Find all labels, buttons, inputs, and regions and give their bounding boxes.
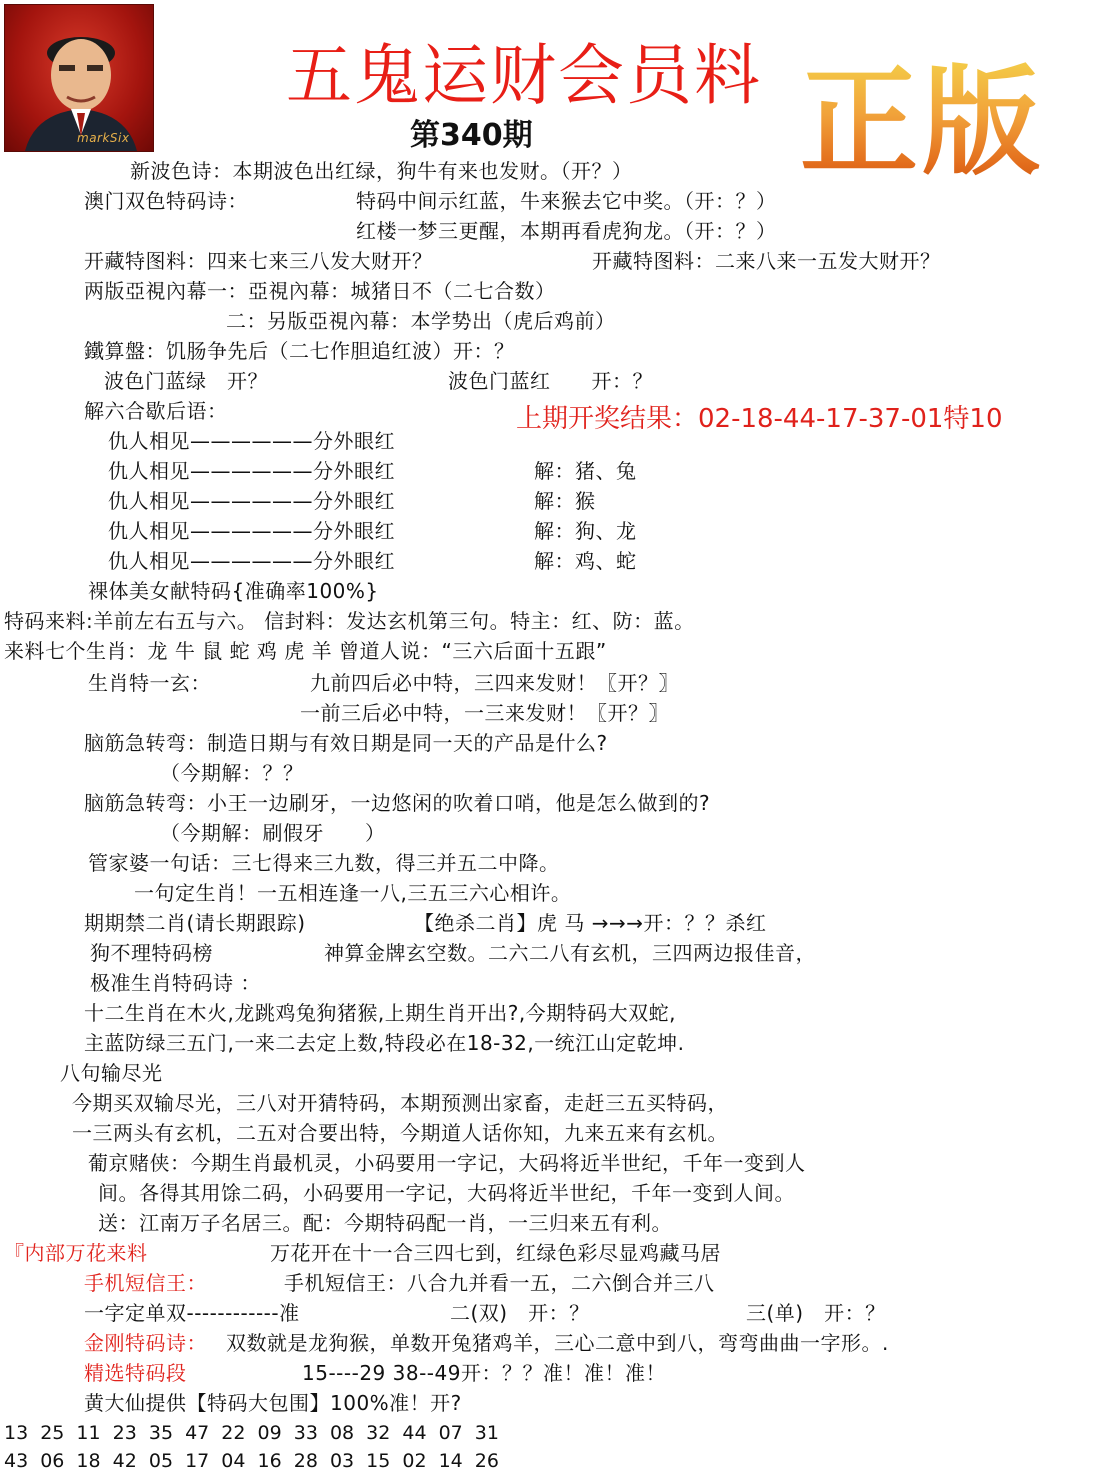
text-line: 解：狗、龙 <box>534 519 637 543</box>
text-line: 手机短信王： <box>84 1271 207 1295</box>
text-line: 开藏特图料：二来八来一五发大财开？ <box>592 249 941 273</box>
text-line: 九前四后必中特，三四来发财！〖开？〗 <box>310 671 679 695</box>
text-line: 15----29 38--49开：？？准！准！准！ <box>302 1361 666 1385</box>
text-line: 脑筋急转弯：小王一边刷牙，一边悠闲的吹着口哨，他是怎么做到的? <box>84 791 711 815</box>
text-line: 金刚特码诗： <box>84 1331 207 1355</box>
text-line: 二：另版亞視內幕：本学势出（虎后鸡前） <box>226 309 616 333</box>
text-line: 一句定生肖！一五相连逢一八,三五三六心相许。 <box>134 881 572 905</box>
text-line: 解：鸡、蛇 <box>534 549 637 573</box>
text-line: 双数就是龙狗猴，单数开兔猪鸡羊，三心二意中到八，弯弯曲曲一字形。. <box>226 1331 889 1355</box>
text-line: 波色门蓝红 开：？ <box>448 369 653 393</box>
text-line: 鐵算盤：饥肠争先后（二七作胆追红波）开：？ <box>84 339 515 363</box>
text-line: 管家婆一句话：三七得来三九数，得三并五二中降。 <box>88 851 560 875</box>
text-line: 八句输尽光 <box>60 1061 163 1085</box>
text-line: 脑筋急转弯：制造日期与有效日期是同一天的产品是什么? <box>84 731 608 755</box>
number-row-1: 13 25 11 23 35 47 22 09 33 08 32 44 07 31 <box>4 1422 499 1444</box>
text-line: 仇人相见——————分外眼红 <box>108 519 395 543</box>
text-line: 二(双) 开：？ <box>450 1301 590 1325</box>
text-line: 特码中间示红蓝，牛来猴去它中奖。（开：？） <box>356 189 777 213</box>
text-line: 解：猪、兔 <box>534 459 637 483</box>
text-line: 一前三后必中特，一三来发财！〖开？〗 <box>300 701 669 725</box>
text-line: 裸体美女献特码{准确率100%} <box>88 579 379 603</box>
text-line: 红楼一梦三更醒，本期再看虎狗龙。（开：？） <box>356 219 777 243</box>
text-line: 仇人相见——————分外眼红 <box>108 429 395 453</box>
text-line: 一三两头有玄机，二五对合要出特，今期道人话你知，九来五来有玄机。 <box>72 1121 728 1145</box>
text-line: （今期解：？？ <box>160 761 304 785</box>
text-line: 主蓝防绿三五门,一来二去定上数,特段必在18-32,一统江山定乾坤. <box>84 1031 685 1055</box>
text-line: 黄大仙提供【特码大包围】100%准！开? <box>84 1391 462 1415</box>
text-line: 期期禁二肖(请长期跟踪) <box>84 911 306 935</box>
text-line: 神算金牌玄空数。二六二八有玄机，三四两边报佳音， <box>324 941 816 965</box>
text-line: 间。各得其用馀二码，小码要用一字记，大码将近半世纪，千年一变到人间。 <box>98 1181 795 1205</box>
text-line: 波色门蓝绿 开？ <box>104 369 268 393</box>
text-line: 澳门双色特码诗： <box>84 189 248 213</box>
text-line: 葡京赌侠：今期生肖最机灵，小码要用一字记，大码将近半世纪，千年一变到人 <box>88 1151 806 1175</box>
text-line: 十二生肖在木火,龙跳鸡兔狗猪猴,上期生肖开出?,今期特码大双蛇, <box>84 1001 677 1025</box>
number-row-2: 43 06 18 42 05 17 04 16 28 03 15 02 14 26 <box>4 1450 499 1472</box>
text-line: 解：猴 <box>534 489 596 513</box>
text-line: 特码来料:羊前左右五与六。 信封料：发达玄机第三句。特主：红、防：蓝。 <box>4 609 695 633</box>
text-line: 新波色诗：本期波色出红绿，狗牛有来也发财。（开？） <box>130 159 633 183</box>
text-line: 仇人相见——————分外眼红 <box>108 489 395 513</box>
text-line: 手机短信王：八合九并看一五，二六倒合并三八 <box>284 1271 715 1295</box>
text-line: 万花开在十一合三四七到，红绿色彩尽显鸡藏马居 <box>270 1241 721 1265</box>
authentic-badge: 正版 <box>800 53 1045 191</box>
text-line: （今期解：刷假牙 ） <box>160 821 386 845</box>
text-line: 三(单) 开：？ <box>746 1301 886 1325</box>
text-line: 来料七个生肖：龙 牛 鼠 蛇 鸡 虎 羊 曾道人说：“三六后面十五跟” <box>4 639 607 663</box>
last-draw-result: 上期开奖结果：02-18-44-17-37-01特10 <box>516 404 1003 434</box>
text-line: 开藏特图料：四来七来三八发大财开？ <box>84 249 433 273</box>
text-line: 一字定单双------------准 <box>84 1301 300 1325</box>
text-line: 仇人相见——————分外眼红 <box>108 459 395 483</box>
text-line: 极准生肖特码诗 ： <box>90 971 261 995</box>
photo-caption: markSix <box>77 131 130 145</box>
text-line: 【绝杀二肖】虎 马 →→→开：？？杀红 <box>414 911 767 935</box>
text-line: 『内部万花来料 <box>4 1241 148 1265</box>
portrait-photo <box>4 4 154 152</box>
text-line: 今期买双输尽光，三八对开猜特码，本期预测出家畜，走赶三五买特码， <box>72 1091 728 1115</box>
text-line: 仇人相见——————分外眼红 <box>108 549 395 573</box>
text-line: 送：江南万子名居三。配：今期特码配一肖，一三归来五有利。 <box>98 1211 672 1235</box>
text-line: 解六合歇后语： <box>84 399 228 423</box>
text-line: 生肖特一玄： <box>88 671 211 695</box>
text-line: 狗不理特码榜 <box>90 941 213 965</box>
text-line: 精选特码段 <box>84 1361 187 1385</box>
issue-number: 第340期 <box>410 118 533 153</box>
page-title: 五鬼运财会员料 <box>286 37 762 114</box>
text-line: 两版亞視內幕一：亞視內幕：城猪日不（二七合数） <box>84 279 556 303</box>
